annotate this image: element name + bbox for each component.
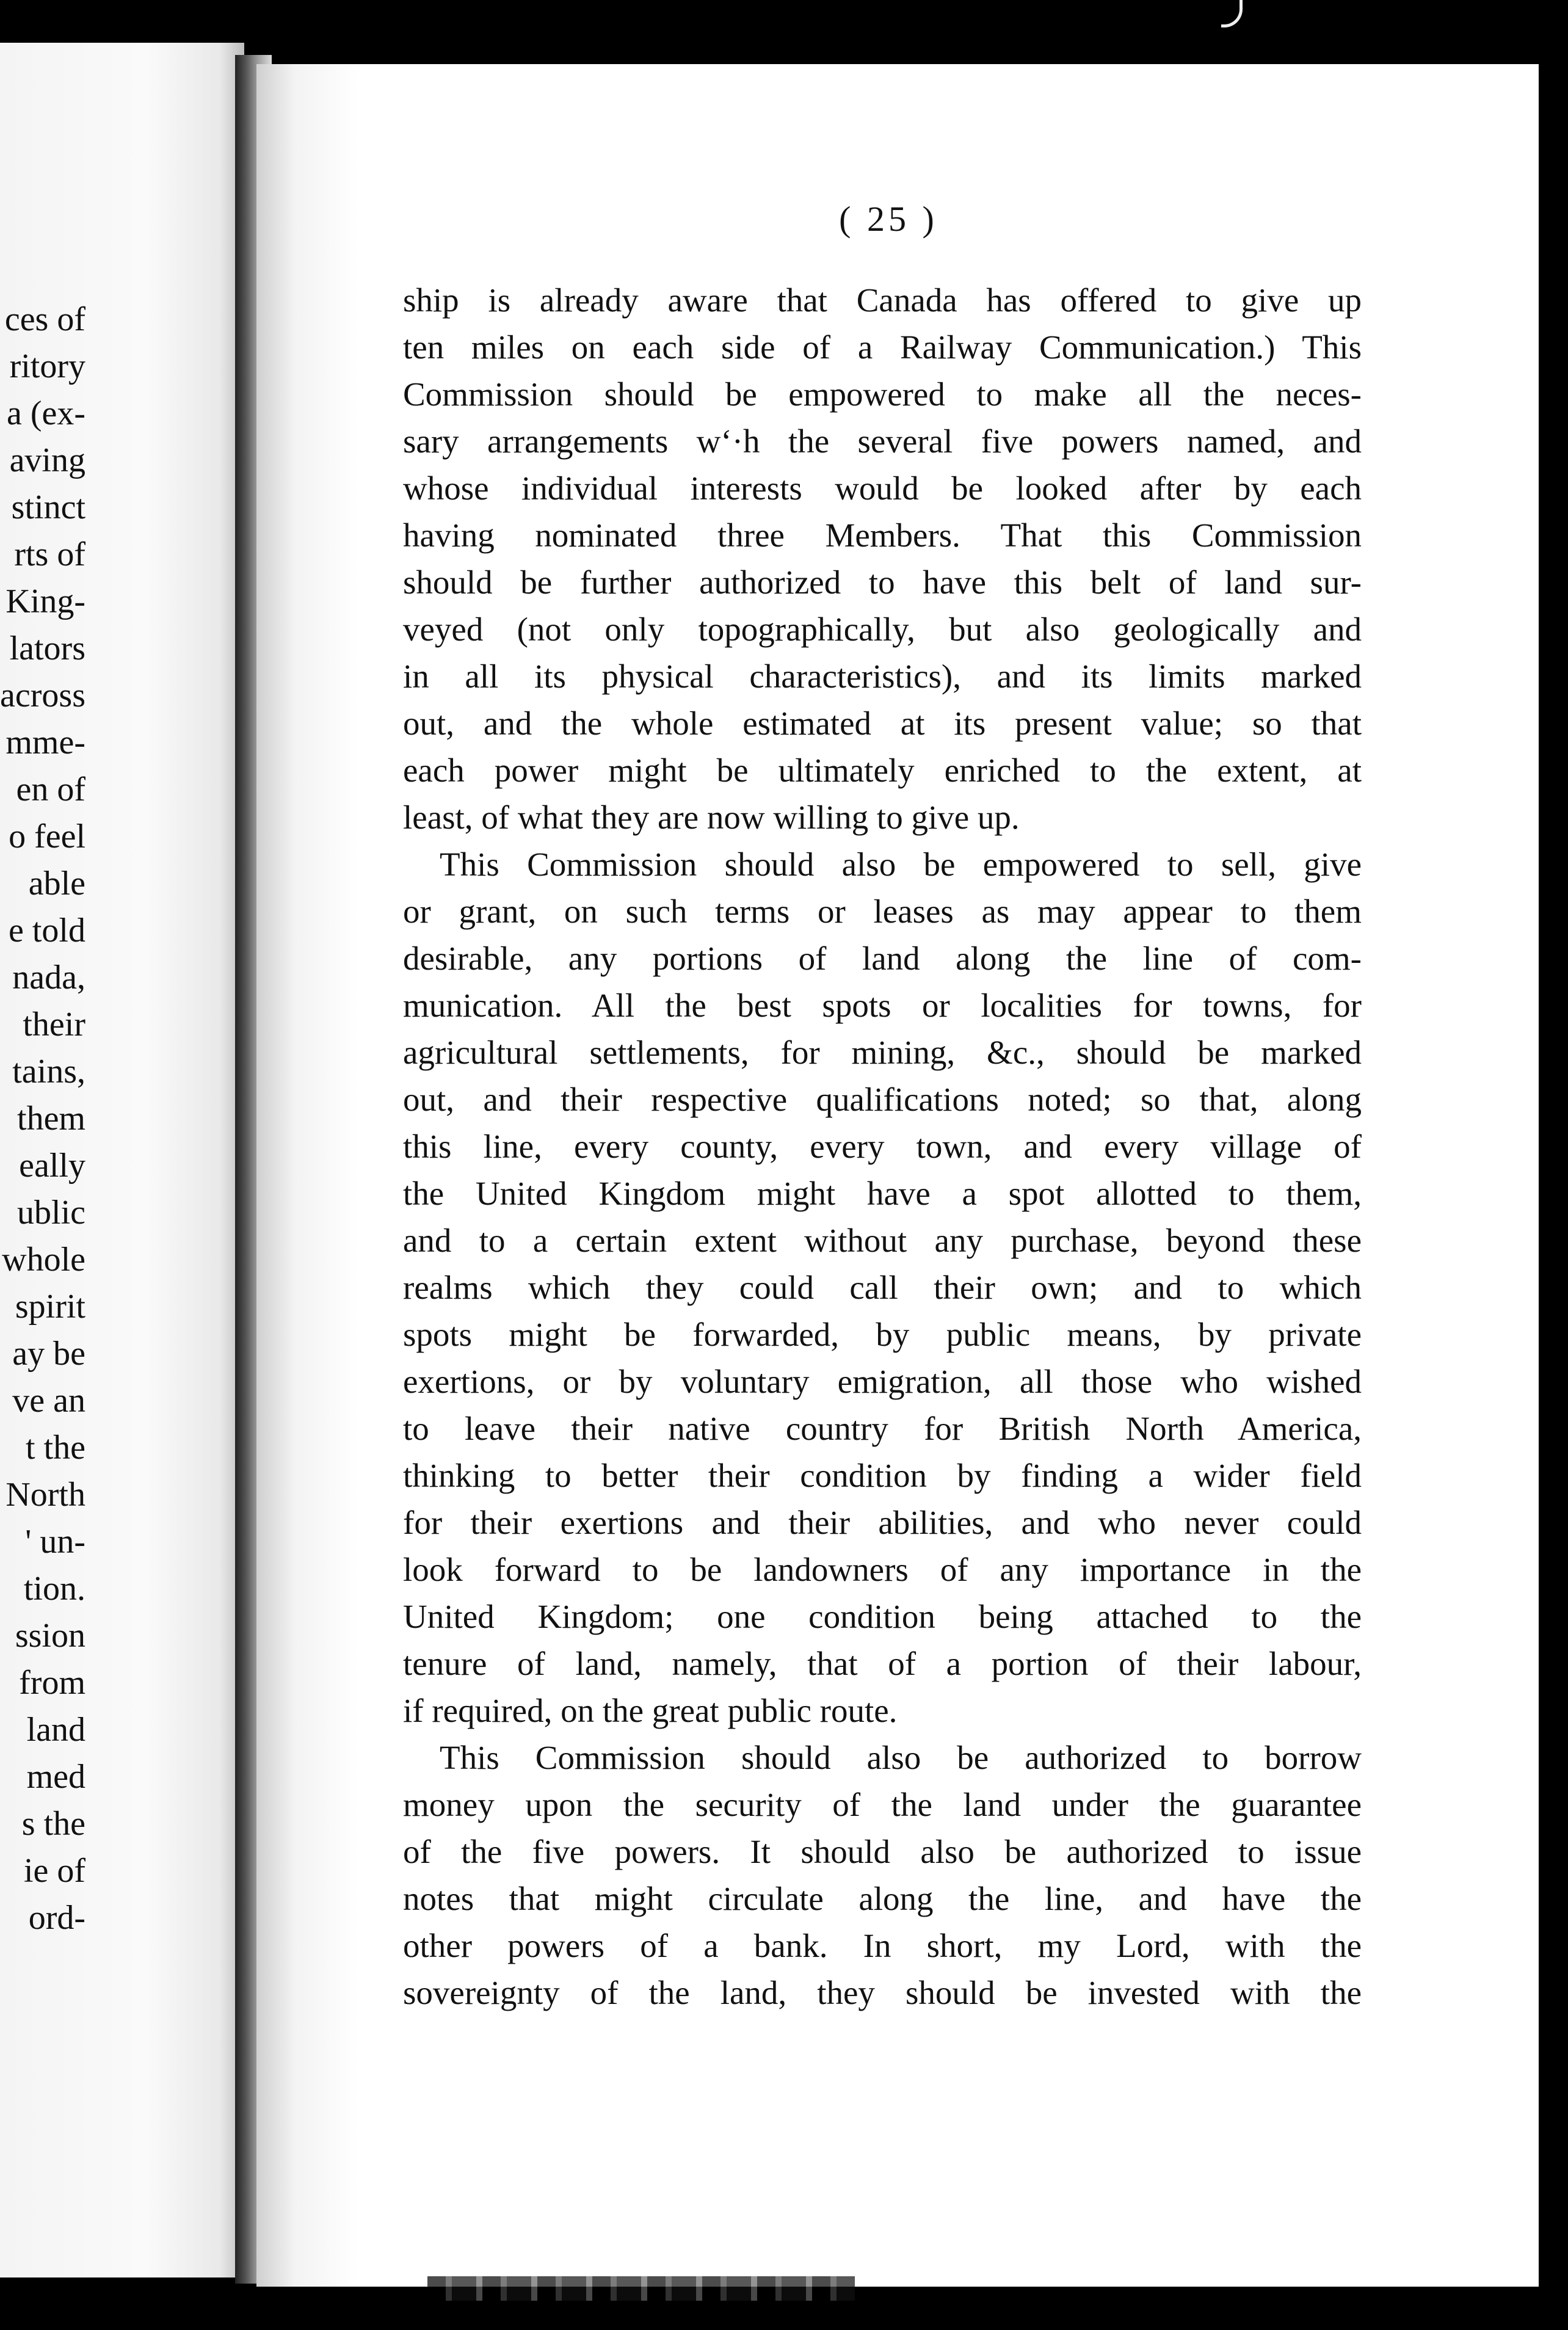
left-page-line: a (ex- (6, 394, 85, 432)
text-line: should be further authorized to have this belt of land sur- (403, 564, 1362, 601)
left-page-text-fragments (0, 296, 85, 1942)
left-page-line: ie of (23, 1852, 85, 1890)
bottom-edge-shadow (427, 2276, 855, 2301)
left-page-line: en of (16, 771, 85, 808)
left-page-line: lators (9, 630, 85, 667)
left-page-line: ' un- (25, 1523, 85, 1561)
text-line: if required, on the great public route. (403, 1692, 898, 1729)
text-line: tenure of land, namely, that of a portion of their labour, (403, 1645, 1362, 1682)
text-line: of the five powers. It should also be authorized to issue (403, 1833, 1362, 1870)
text-line: thinking to better their condition by finding a wider field (403, 1457, 1362, 1494)
paragraph (403, 277, 1362, 841)
text-line: out, and the whole estimated at its present value; so that (403, 705, 1362, 742)
paragraph (403, 1734, 1362, 2016)
left-page-line: e told (9, 912, 85, 949)
text-line: for their exertions and their abilities, and who never could (403, 1504, 1362, 1541)
left-page-line: aving (9, 441, 85, 479)
left-page-line: their (23, 1006, 85, 1043)
text-line: This Commission should also be empowered to sell, give (440, 846, 1362, 883)
left-page-line: across (0, 677, 85, 714)
left-page-line: eally (19, 1147, 85, 1185)
left-page-line: ssion (15, 1617, 85, 1655)
left-page-line: from (19, 1664, 85, 1702)
text-line: in all its physical characteristics), and its limits marked (403, 658, 1362, 695)
left-page-line: tion. (23, 1570, 85, 1608)
left-page-line: able (28, 865, 85, 902)
text-line: look forward to be landowners of any importance in the (403, 1551, 1362, 1588)
text-line: other powers of a bank. In short, my Lord, with the (403, 1927, 1362, 1964)
left-page-line: rts of (14, 535, 85, 573)
text-line: notes that might circulate along the line, and have the (403, 1880, 1362, 1917)
text-line: realms which they could call their own; and to which (403, 1269, 1362, 1306)
text-line: Commission should be empowered to make all the neces- (403, 376, 1362, 413)
text-line: ten miles on each side of a Railway Communication.) This (403, 328, 1362, 366)
left-page-line: King- (5, 582, 85, 620)
text-line: this line, every county, every town, and every village of (403, 1128, 1362, 1165)
text-line: exertions, or by voluntary emigration, all those who wished (403, 1363, 1362, 1400)
text-line: sovereignty of the land, they should be invested with the (403, 1974, 1362, 2011)
left-page-line: nada, (12, 959, 85, 996)
text-line: least, of what they are now willing to give up. (403, 799, 1020, 836)
text-line: sary arrangements w‘·h the several five powers named, and (403, 423, 1362, 460)
text-line: veyed (not only topographically, but also geologically and (403, 611, 1362, 648)
text-line: having nominated three Members. That this Commission (403, 517, 1362, 554)
text-line: agricultural settlements, for mining, &c., should be marked (403, 1034, 1362, 1071)
left-page-line: stinct (11, 488, 85, 526)
left-page-line: spirit (15, 1288, 85, 1326)
left-page-line: ublic (17, 1194, 85, 1232)
paragraph (403, 841, 1362, 1734)
text-line: whose individual interests would be looked after by each (403, 470, 1362, 507)
text-line: and to a certain extent without any purchase, beyond these (403, 1222, 1362, 1259)
left-page-line: North (5, 1476, 85, 1514)
scan-mark (1221, 0, 1243, 27)
left-page-line: o feel (9, 818, 85, 855)
text-line: munication. All the best spots or localities for towns, for (403, 987, 1362, 1024)
text-line: United Kingdom; one condition being attached to the (403, 1598, 1362, 1635)
text-line: or grant, on such terms or leases as may appear to them (403, 893, 1362, 930)
text-line: ship is already aware that Canada has offered to give up (403, 281, 1362, 319)
left-page-line: ve an (12, 1382, 85, 1420)
left-page-line: ay be (12, 1335, 85, 1373)
text-line: to leave their native country for British North America, (403, 1410, 1362, 1447)
left-page-line: tains, (12, 1053, 85, 1091)
text-line: the United Kingdom might have a spot allotted to them, (403, 1175, 1362, 1212)
text-line: each power might be ultimately enriched to the extent, at (403, 752, 1362, 789)
left-facing-page (0, 43, 244, 2277)
left-page-line: mme- (5, 724, 85, 761)
left-page-line: them (17, 1100, 85, 1138)
text-line: desirable, any portions of land along the line of com- (403, 940, 1362, 977)
page-body-text (403, 277, 1362, 2016)
left-page-line: med (26, 1758, 85, 1796)
text-line: spots might be forwarded, by public means, by private (403, 1316, 1362, 1353)
left-page-line: whole (2, 1241, 85, 1279)
left-page-line: t the (26, 1429, 85, 1467)
left-page-line: ord- (28, 1899, 85, 1937)
left-page-line: ces of (4, 300, 85, 338)
left-page-line: land (26, 1711, 85, 1749)
left-page-line: s the (21, 1805, 85, 1843)
left-page-line: ritory (9, 347, 85, 385)
page-number: ( 25 ) (839, 199, 938, 239)
text-line: money upon the security of the land under the guarantee (403, 1786, 1362, 1823)
text-line: This Commission should also be authorized to borrow (440, 1739, 1362, 1776)
text-line: out, and their respective qualifications noted; so that, along (403, 1081, 1362, 1118)
